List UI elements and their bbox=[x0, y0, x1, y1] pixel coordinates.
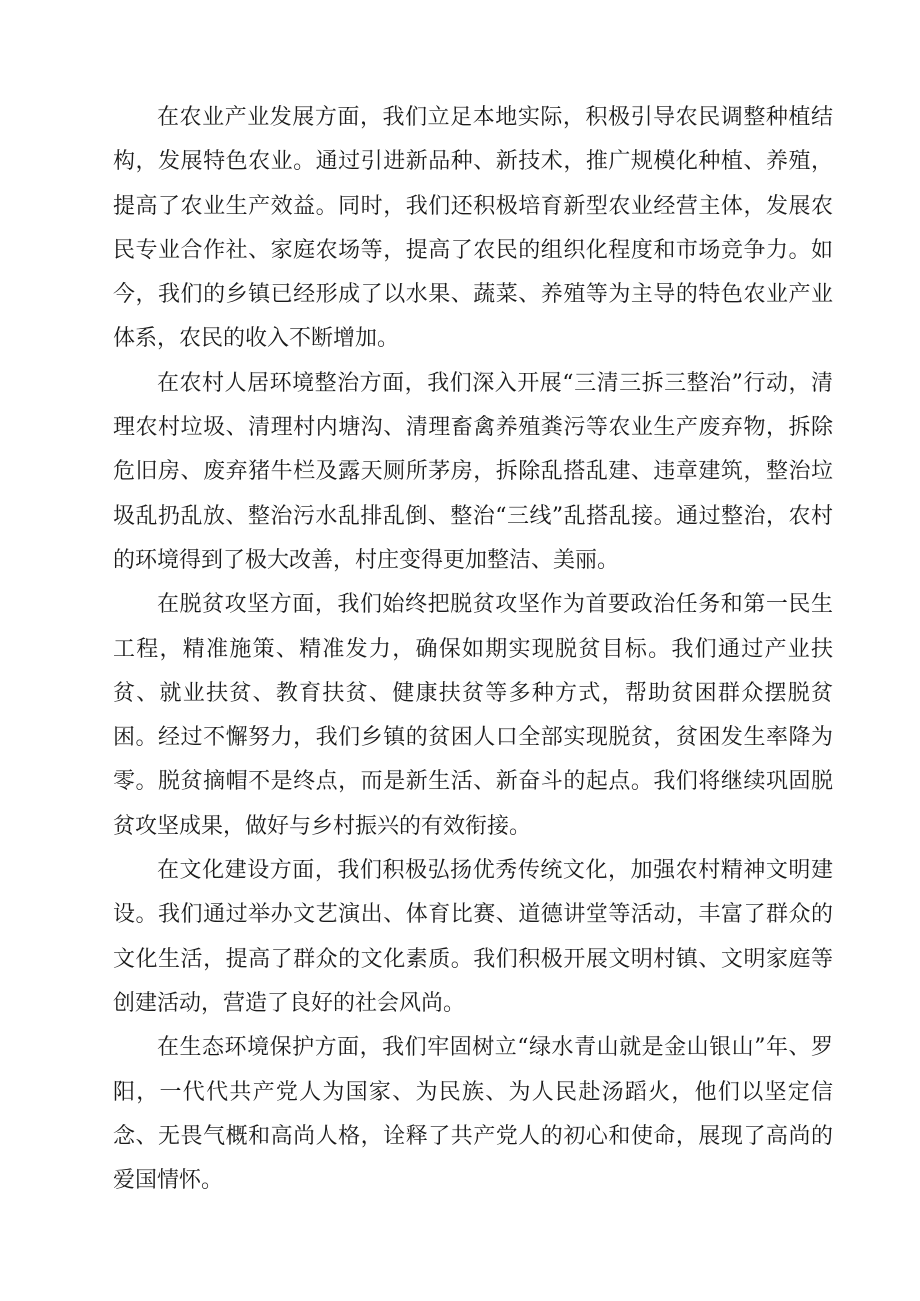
paragraph-ecology: 在生态环境保护方面，我们牢固树立“绿水青山就是金山银山”年、罗阳，一代代共产党人为国家、为民族、为人民赴汤蹈火，他们以坚定信念、无畏气概和高尚人格，诠释了共产党人的初心和使命，展现了高尚的爱国情怀。 bbox=[113, 1035, 833, 1194]
paragraph-agriculture: 在农业产业发展方面，我们立足本地实际，积极引导农民调整种植结构，发展特色农业。通过引进新品种、新技术，推广规模化种植、养殖，提高了农业生产效益。同时，我们还积极培育新型农业经营主体，发展农民专业合作社、家庭农场等，提高了农民的组织化程度和市场竞争力。如今，我们的乡镇已经形成了以水果、蔬菜、养殖等为主导的特色农业产业体系，农民的收入不断增加。 bbox=[113, 105, 833, 352]
document-body bbox=[113, 96, 833, 1203]
paragraph-rural-environment: 在农村人居环境整治方面，我们深入开展“三清三拆三整治”行动，清理农村垃圾、清理村内塘沟、清理畜禽养殖粪污等农业生产废弃物，拆除危旧房、废弃猪牛栏及露天厕所茅房，拆除乱搭乱建、违章建筑，整治垃圾乱扔乱放、整治污水乱排乱倒、整治“三线”乱搭乱接。通过整治，农村的环境得到了极大改善，村庄变得更加整洁、美丽。 bbox=[113, 370, 833, 573]
paragraph-culture: 在文化建设方面，我们积极弘扬优秀传统文化，加强农村精神文明建设。我们通过举办文艺演出、体育比赛、道德讲堂等活动，丰富了群众的文化生活，提高了群众的文化素质。我们积极开展文明村镇、文明家庭等创建活动，营造了良好的社会风尚。 bbox=[113, 858, 833, 1016]
paragraph-poverty-alleviation: 在脱贫攻坚方面，我们始终把脱贫攻坚作为首要政治任务和第一民生工程，精准施策、精准发力，确保如期实现脱贫目标。我们通过产业扶贫、就业扶贫、教育扶贫、健康扶贫等多种方式，帮助贫困群众摆脱贫困。经过不懈努力，我们乡镇的贫困人口全部实现脱贫，贫困发生率降为零。脱贫摘帽不是终点，而是新生活、新奋斗的起点。我们将继续巩固脱贫攻坚成果，做好与乡村振兴的有效衔接。 bbox=[113, 592, 833, 839]
